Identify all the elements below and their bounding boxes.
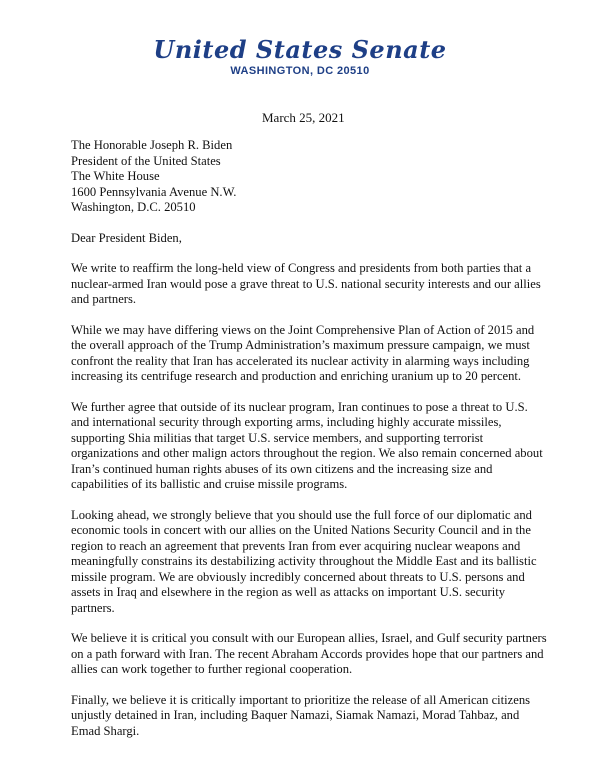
- address-line: The White House: [71, 169, 160, 183]
- address-line: Washington, D.C. 20510: [71, 200, 196, 214]
- letter-date: March 25, 2021: [262, 110, 345, 125]
- paragraph: We believe it is critical you consult with our European allies, Israel, and Gulf security partners on a path forward with Iran. The recent Abraham Accords provides hope that our partners and allies can work together to further regional cooperation.: [71, 631, 547, 676]
- paragraph: While we may have differing views on the Joint Comprehensive Plan of Action of 2015 and the overall approach of the Trump Administration’s maximum pressure campaign, we must confront the reality that Iran has accelerated its nuclear activity in alarming ways including increasing its centrifuge research and production and enriching uranium up to 20 percent.: [71, 322, 535, 383]
- paragraph: We further agree that outside of its nuclear program, Iran continues to pose a threat to U.S. and international security through exporting arms, including highly accurate missiles, supporting Shia militias that target U.S. service members, and supporting terrorist organizations and other malign actors throughout the region. We also remain concerned about Iran’s continued human rights abuses of its own citizens and the increasing size and capabilities of its ballistic and cruise missile programs.: [71, 399, 543, 491]
- letter-body: [71, 138, 549, 739]
- paragraph: Finally, we believe it is critically important to prioritize the release of all American citizens unjustly detained in Iran, including Baquer Namazi, Siamak Namazi, Morad Tahbaz, and Emad Shargi.: [71, 692, 531, 738]
- recipient-address: [71, 138, 549, 216]
- paragraph: We write to reaffirm the long-held view of Congress and presidents from both parties that a nuclear-armed Iran would pose a grave threat to U.S. national security interests and our allies and partners.: [71, 261, 541, 306]
- salutation: Dear President Biden,: [71, 230, 182, 245]
- letterhead: [0, 36, 600, 77]
- address-line: The Honorable Joseph R. Biden: [71, 138, 233, 152]
- address-line: President of the United States: [71, 153, 221, 168]
- address-line: 1600 Pennsylvania Avenue N.W.: [71, 184, 237, 199]
- paragraph: Looking ahead, we strongly believe that you should use the full force of our diplomatic and economic tools in concert with our allies on the United Nations Security Council and in the region to reach an agreement that prevents Iran from ever acquiring nuclear weapons and meaningfully constrains its destabilizing activity throughout the Middle East and its ballistic missile program. We are obviously incredibly concerned about threats to U.S. persons and assets in Iraq and elsewhere in the region as well as attacks on important U.S. security partners.: [71, 507, 537, 615]
- senate-letterhead-title: United States Senate: [153, 35, 447, 64]
- letterhead-location: WASHINGTON, DC 20510: [230, 65, 370, 77]
